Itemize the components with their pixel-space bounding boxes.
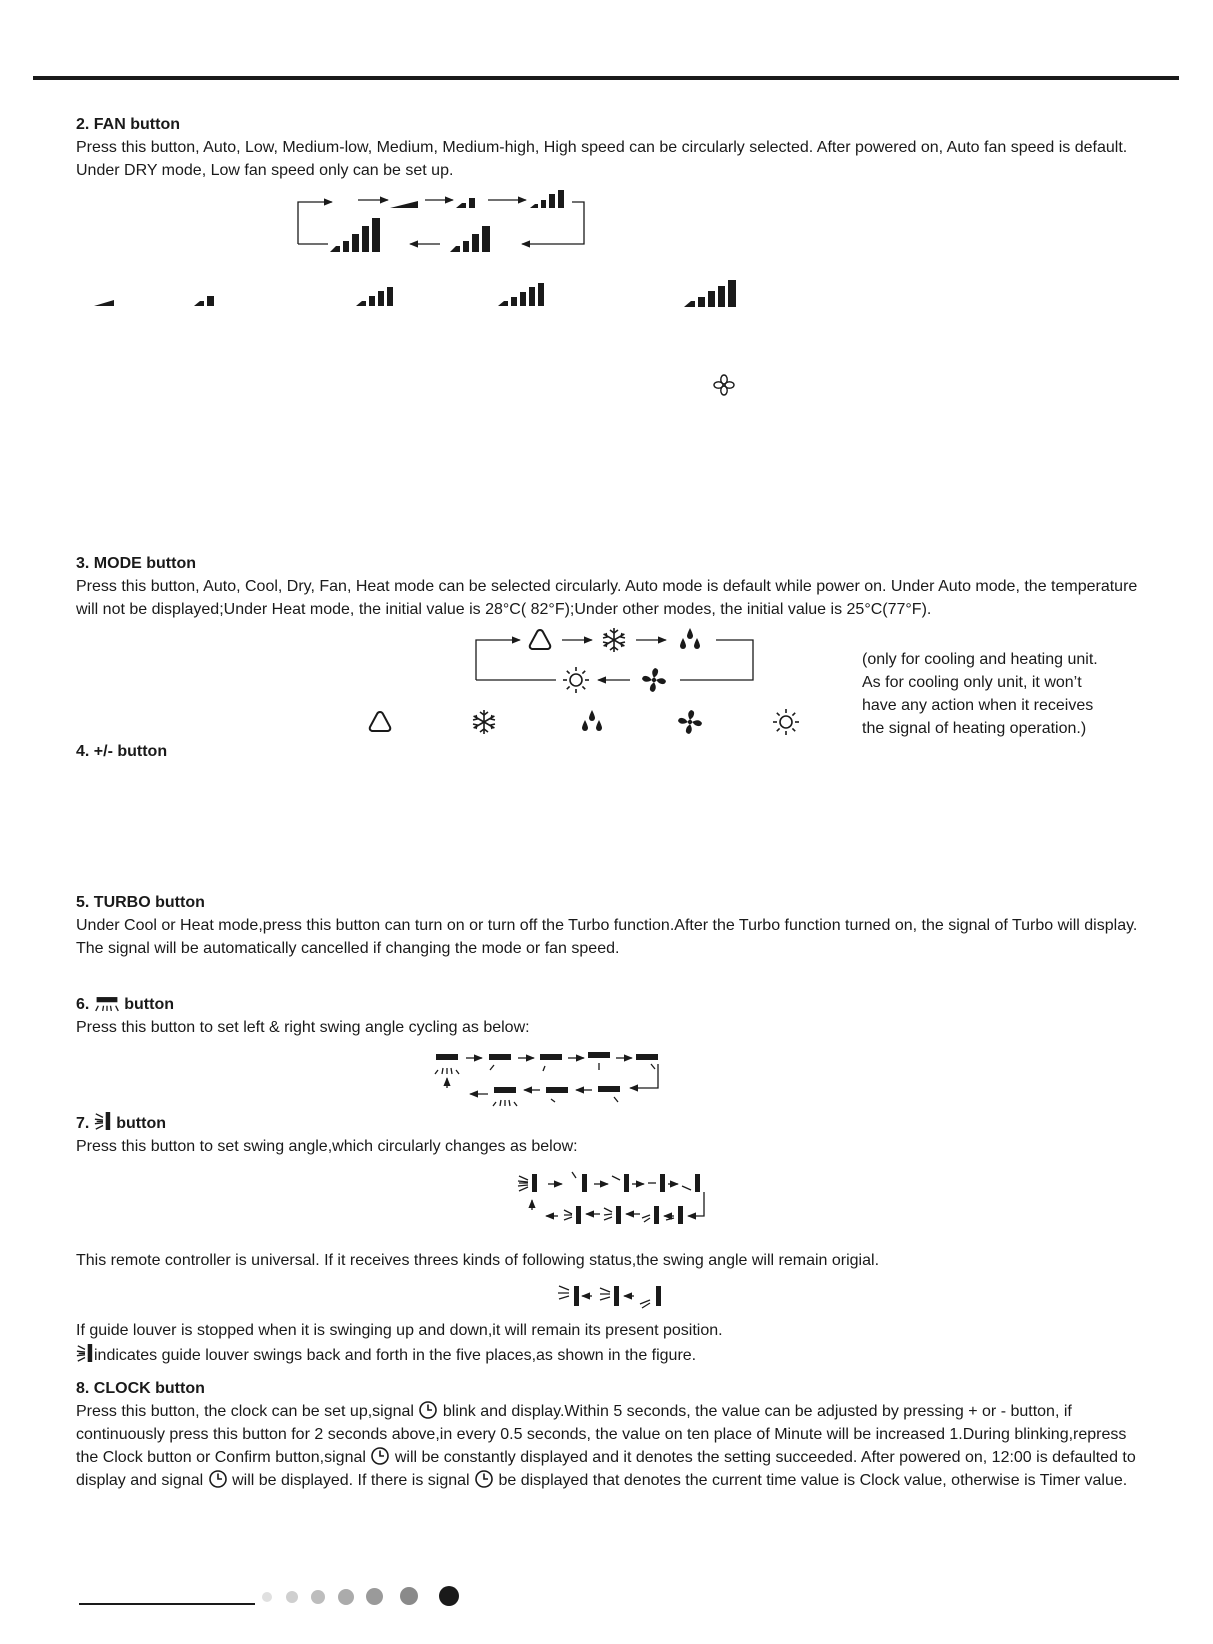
footer-dot — [366, 1588, 383, 1605]
fan-speed-medium-high-icon — [498, 282, 544, 308]
clock-text-4: will be displayed. If there is signal — [232, 1472, 470, 1489]
ud-swing-heading-suffix: button — [116, 1115, 166, 1132]
clock-text-2: blink and display.Within 5 seconds, the value can be adjusted by pressing + or - button, if continuously press this button for 2 seconds above,in every 0.5 seconds, the value on ten place of Minute will be increased 1.During blinking,repress the Clock button or Confirm button,signal — [76, 1403, 1127, 1466]
footer-dot-active — [439, 1586, 459, 1606]
fan-speed-cycle-diagram — [290, 188, 600, 260]
lr-swing-section — [76, 994, 1146, 1039]
lr-swing-icon — [94, 995, 120, 1013]
mode-note-line: the signal of heating operation.) — [862, 720, 1087, 737]
heat-mode-icon — [772, 708, 800, 736]
ud-swing-heading — [76, 1110, 1146, 1135]
clock-icon — [370, 1446, 390, 1466]
turbo-section — [76, 892, 1146, 960]
auto-mode-icon — [366, 708, 394, 736]
top-rule — [33, 76, 1179, 80]
plusminus-heading: 4. +/- button — [76, 743, 168, 760]
mode-note-line: have any action when it receives — [862, 697, 1094, 714]
ud-swing-heading-prefix: 7. — [76, 1115, 90, 1132]
indicates-text: indicates guide louver swings back and forth in the five places,as shown in the figure. — [94, 1347, 697, 1364]
clock-text-3: will be constantly displayed and it denotes the setting succeeded. After powered on, 12:00 is defaulted to display and signal — [76, 1449, 1136, 1489]
mode-body: Press this button, Auto, Cool, Dry, Fan, Heat mode can be selected circularly. Auto mode is default while power on. Under Auto mode, the temperature will not be displayed;Under Heat mode, the initial value is 28°C( 82°F);Under other modes, the initial value is 25°C(77°F). — [76, 578, 1138, 618]
fan-body: Press this button, Auto, Low, Medium-low, Medium, Medium-high, High speed can be circularly selected. After powered on, Auto fan speed is default. Under DRY mode, Low fan speed only can be set up. — [76, 139, 1128, 179]
clock-body — [76, 1400, 1146, 1492]
fan-speed-medium-icon — [356, 284, 396, 308]
clock-icon — [208, 1469, 228, 1489]
clock-icon — [418, 1400, 438, 1420]
ud-swing-cycle-diagram — [516, 1170, 706, 1232]
plusminus-section — [76, 741, 1146, 763]
fan-section — [76, 114, 1146, 182]
fan-auto-icon — [712, 373, 736, 397]
mode-heading: 3. MODE button — [76, 555, 196, 572]
footer-dot — [262, 1592, 272, 1602]
footer-dot — [311, 1590, 325, 1604]
footer-dot — [400, 1587, 418, 1605]
mode-note-line: As for cooling only unit, it won’t — [862, 674, 1082, 691]
remain-states-diagram — [556, 1282, 668, 1310]
lr-swing-heading-suffix: button — [124, 996, 174, 1013]
ud-swing-body: Press this button to set swing angle,which circularly changes as below: — [76, 1138, 578, 1155]
lr-swing-heading-prefix: 6. — [76, 996, 90, 1013]
clock-text-5: be displayed that denotes the current time value is Clock value, otherwise is Timer value. — [498, 1472, 1128, 1489]
turbo-heading: 5. TURBO button — [76, 894, 205, 911]
mode-note — [862, 648, 1162, 740]
dry-mode-icon — [578, 708, 606, 736]
clock-icon — [474, 1469, 494, 1489]
footer-dot — [338, 1589, 354, 1605]
universal-para — [76, 1249, 1146, 1272]
clock-section — [76, 1378, 1146, 1492]
footer-dot — [286, 1591, 298, 1603]
fan-speed-medium-low-icon — [194, 284, 224, 308]
clock-text-1: Press this button, the clock can be set up,signal — [76, 1403, 414, 1420]
ud-swing-icon — [94, 1110, 112, 1132]
turbo-body: Under Cool or Heat mode,press this button can turn on or turn off the Turbo function.After the Turbo function turned on, the signal of Turbo will display. The signal will be automatically cancelled if changing the mode or fan speed. — [76, 917, 1138, 957]
mode-section — [76, 553, 1146, 621]
lr-swing-cycle-diagram — [432, 1050, 666, 1108]
fan-speed-low-icon — [94, 284, 114, 308]
ud-swing-icon — [76, 1342, 94, 1364]
footer-rule — [79, 1603, 255, 1605]
ud-swing-section — [76, 1110, 1146, 1158]
mode-note-line: (only for cooling and heating unit. — [862, 651, 1098, 668]
mode-cycle-diagram — [470, 624, 760, 700]
fan-mode-icon — [676, 708, 704, 736]
stopped-para — [76, 1319, 1146, 1367]
lr-swing-heading — [76, 994, 1146, 1016]
stopped-text: If guide louver is stopped when it is swinging up and down,it will remain its present position. — [76, 1322, 723, 1339]
fan-speed-high-icon — [684, 277, 742, 309]
indicates-line — [76, 1342, 1146, 1367]
clock-heading: 8. CLOCK button — [76, 1380, 205, 1397]
lr-swing-body: Press this button to set left & right swing angle cycling as below: — [76, 1019, 530, 1036]
universal-text: This remote controller is universal. If it receives threes kinds of following status,the swing angle will remain origial. — [76, 1252, 880, 1269]
fan-heading: 2. FAN button — [76, 116, 180, 133]
cool-mode-icon — [470, 708, 498, 736]
